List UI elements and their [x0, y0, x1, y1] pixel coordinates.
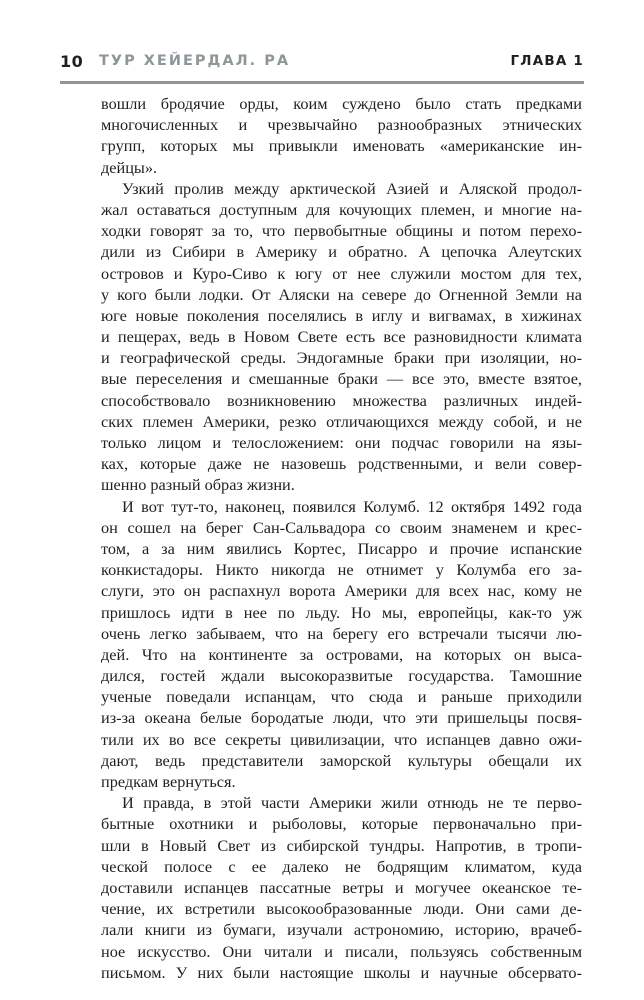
text-line: доставили испанцев пассатные ветры и могучее океанское те- [101, 877, 582, 897]
text-line: островов и Куро-Сиво к югу от нее служили мостом для тех, [101, 263, 582, 283]
text-line: только лицом и телосложением: они подчас говорили на язы- [101, 433, 582, 452]
text-line: тили их во все секреты цивилизации, что испанцев давно ожи- [101, 729, 582, 749]
paragraph [101, 93, 582, 178]
text-line: ходки говорят за то, что первобытные общины и потом перехо- [101, 221, 582, 241]
text-line: из-за океана белые бородатые люди, что эти пришельцы посвя- [101, 708, 582, 728]
header-rule [60, 81, 584, 84]
text-line: и географической среды. Эндогамные браки при изоляции, но- [101, 348, 582, 368]
text-line: пришлось идти в нее по льду. Но мы, европейцы, как-то уж [101, 602, 582, 622]
text-line: он сошел на берег Сан-Сальвадора со своим знаменем и крес- [101, 517, 582, 537]
text-line: у кого были лодки. От Аляски на севере до Огненной Земли на [101, 284, 582, 304]
text-line: и пещерах, ведь в Новом Свете есть все разновидности климата [101, 327, 582, 347]
text-line: И вот тут-то, наконец, появился Колумб. 12 октября 1492 года [122, 496, 582, 516]
book-title: ТУР ХЕЙЕРДАЛ. РА [99, 53, 291, 69]
running-head [60, 52, 584, 78]
text-line: Узкий пролив между арктической Азией и Аляской продол- [122, 178, 582, 198]
text-line: лали книги из бумаги, изучали астрономию, историю, врачеб- [101, 920, 582, 940]
text-line: чение, их встретили высокообразованные люди. Они сами де- [101, 899, 582, 919]
text-line: вошли бродячие орды, коим суждено было стать предками [101, 94, 582, 113]
text-line: вые переселения и смешанные браки — все это, вместе взятое, [101, 369, 582, 389]
text-line: предкам вернуться. [101, 772, 236, 791]
text-line: способствовало возникновению множества различных индей- [101, 390, 582, 410]
text-line: многочисленных и чрезвычайно разнообразных этнических [101, 115, 582, 135]
paragraph [101, 178, 582, 496]
text-line: ческой полосе с ее далеко не бодрящим климатом, куда [101, 856, 582, 876]
paragraph [101, 496, 582, 793]
text-line: дей. Что на континенте за островами, на которых он выса- [101, 644, 582, 664]
text-line: дили из Сибири в Америку и обратно. А цепочка Алеутских [101, 242, 582, 262]
text-line: конкистадоры. Никто никогда не отнимет у Колумба его за- [101, 560, 582, 580]
chapter-label: ГЛАВА 1 [510, 53, 584, 69]
text-line: шли в Новый Свет из сибирской тундры. Напротив, в тропи- [101, 835, 582, 855]
text-line: дейцы». [101, 157, 158, 177]
text-line: ках, которые даже не назовешь родственными, и вели совер- [101, 454, 582, 474]
text-line: том, а за ним явились Кортес, Писарро и прочие испанские [101, 538, 582, 558]
text-line: ских племен Америки, резко отличающихся между собой, и не [101, 411, 582, 431]
text-line: жал оставаться доступным для кочующих племен, и многие на- [101, 199, 582, 219]
text-line: ученые поведали испанцам, что сюда и раньше приходили [101, 687, 582, 707]
text-line: юге новые поколения поселялись в иглу и вигвамах, в хижинах [101, 305, 582, 325]
text-line: шенно разный образ жизни. [101, 475, 295, 495]
text-line: дился, гостей ждали высокоразвитые государства. Тамошние [101, 666, 582, 686]
text-line: ное искусство. Они читали и писали, пользуясь собственным [101, 941, 582, 961]
text-line: очень легко забываем, что на берегу его встречали тысячи лю- [101, 623, 582, 643]
paragraph [101, 792, 582, 983]
text-line: слуги, это он распахнул ворота Америки для всех нас, кому не [101, 581, 582, 601]
text-line: дают, ведь представители заморской культуры обещали их [101, 750, 582, 770]
text-line: письмом. У них были настоящие школы и научные обсервато- [101, 962, 582, 982]
text-line: групп, которых мы привыкли именовать «американские ин- [101, 136, 582, 156]
text-line: бытные охотники и рыболовы, которые первоначально при- [101, 814, 582, 834]
page-number: 10 [60, 52, 84, 71]
body-text [101, 93, 582, 983]
text-line: И правда, в этой части Америки жили отнюдь не те перво- [122, 793, 582, 813]
